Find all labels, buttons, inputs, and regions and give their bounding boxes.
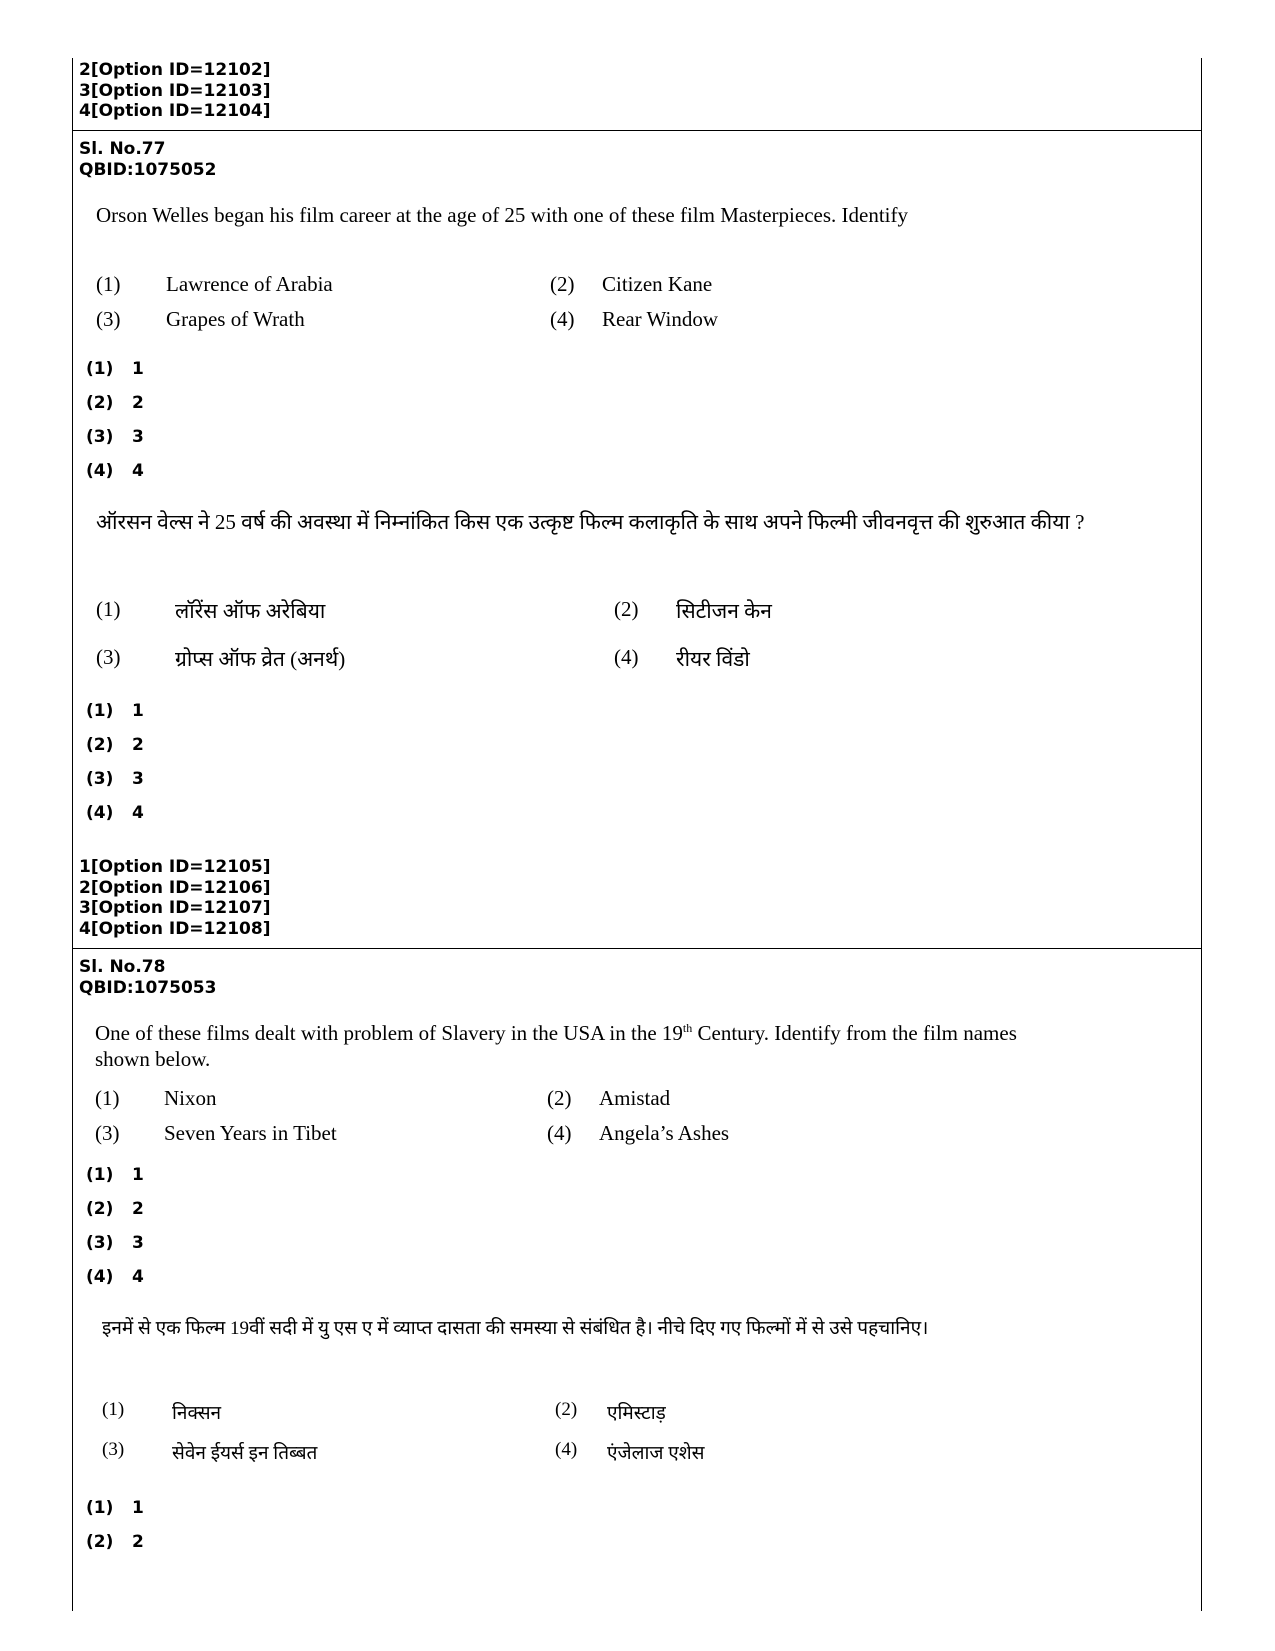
option-text: सिटीजन केन — [676, 599, 772, 623]
answer-choice: (2) 2 — [86, 735, 144, 755]
option-text: Lawrence of Arabia — [166, 272, 333, 296]
option-id-line: 4[Option ID=12104] — [79, 101, 271, 121]
option-number: (3) — [96, 645, 121, 669]
divider-q78 — [72, 948, 1202, 949]
q77-question-en: Orson Welles began his film career at the age of 25 with one of these film Masterpieces. Identify — [96, 203, 908, 227]
option-text: लॉरेंस ऑफ अरेबिया — [175, 599, 326, 623]
option-number: (3) — [96, 307, 121, 331]
option-number: (1) — [96, 597, 121, 621]
serial-number: Sl. No.78 — [79, 957, 166, 977]
option-text: रीयर विंडो — [676, 647, 750, 671]
q78-header — [79, 957, 216, 998]
answer-choice: (4) 4 — [86, 461, 144, 481]
answer-choice: (1) 1 — [86, 1498, 144, 1518]
option-id-line: 1[Option ID=12105] — [79, 857, 271, 877]
q78-question-en: One of these films dealt with problem of Slavery in the USA in the 19th Century. Identify from the film names shown below. — [95, 1021, 1017, 1071]
option-text: Grapes of Wrath — [166, 307, 305, 331]
answer-choice: (3) 3 — [86, 1233, 144, 1253]
answer-choice: (2) 2 — [86, 1199, 144, 1219]
option-text: निक्सन — [172, 1403, 222, 1424]
qbid: QBID:1075053 — [79, 977, 217, 998]
answer-choice: (3) 3 — [86, 427, 144, 447]
option-id-line: 2[Option ID=12106] — [79, 877, 271, 898]
option-text: Amistad — [599, 1086, 671, 1110]
option-number: (2) — [555, 1399, 578, 1420]
option-id-line: 3[Option ID=12107] — [79, 898, 271, 918]
option-number: (4) — [550, 307, 575, 331]
answer-choice: (1) 1 — [86, 1165, 144, 1185]
top-option-ids — [79, 60, 270, 122]
answer-choice: (2) 2 — [86, 393, 144, 413]
qbid: QBID:1075052 — [79, 159, 217, 180]
option-number: (1) — [96, 272, 121, 296]
serial-number: Sl. No.77 — [79, 139, 166, 159]
q77-option-ids — [79, 857, 270, 939]
option-text: Nixon — [164, 1086, 217, 1110]
option-text: Rear Window — [602, 307, 718, 331]
answer-choice: (3) 3 — [86, 769, 144, 789]
option-text: एंजेलाज एशेस — [607, 1443, 705, 1464]
option-number: (2) — [550, 272, 575, 296]
option-text: सेवेन ईयर्स इन तिब्बत — [172, 1443, 318, 1464]
option-number: (1) — [102, 1399, 125, 1420]
option-number: (2) — [614, 597, 639, 621]
answer-choice: (4) 4 — [86, 803, 144, 823]
option-text: Angela’s Ashes — [599, 1121, 730, 1145]
option-id-line: 4[Option ID=12108] — [79, 918, 271, 939]
answer-choice: (1) 1 — [86, 359, 144, 379]
option-text: एमिस्टाड़ — [607, 1403, 666, 1424]
option-id-line: 2[Option ID=12102] — [79, 60, 271, 80]
option-number: (4) — [547, 1121, 572, 1145]
option-text: Seven Years in Tibet — [164, 1121, 337, 1145]
option-number: (4) — [555, 1439, 578, 1460]
option-number: (4) — [614, 645, 639, 669]
answer-choice: (1) 1 — [86, 701, 144, 721]
q77-question-hi: ऑरसन वेल्स ने 25 वर्ष की अवस्था में निम्नांकित किस एक उत्कृष्ट फिल्म कलाकृति के साथ अपने फिल्मी जीवनवृत्त की शुरुआत कीया ? — [96, 510, 1085, 534]
option-number: (3) — [102, 1439, 125, 1460]
q77-header — [79, 139, 216, 180]
option-text: ग्रोप्स ऑफ व्रेत (अनर्थ) — [175, 647, 346, 671]
option-text: Citizen Kane — [602, 272, 713, 296]
q78-question-hi: इनमें से एक फिल्म 19वीं सदी में यु एस ए में व्याप्त दासता की समस्या से संबंधित है। नीचे दिए गए फिल्मों में से उसे पहचानिए। — [102, 1318, 929, 1339]
option-number: (1) — [95, 1086, 120, 1110]
answer-choice: (2) 2 — [86, 1532, 144, 1552]
answer-choice: (4) 4 — [86, 1267, 144, 1287]
option-number: (2) — [547, 1086, 572, 1110]
option-id-line: 3[Option ID=12103] — [79, 80, 271, 101]
option-number: (3) — [95, 1121, 120, 1145]
divider-q77 — [72, 130, 1202, 131]
